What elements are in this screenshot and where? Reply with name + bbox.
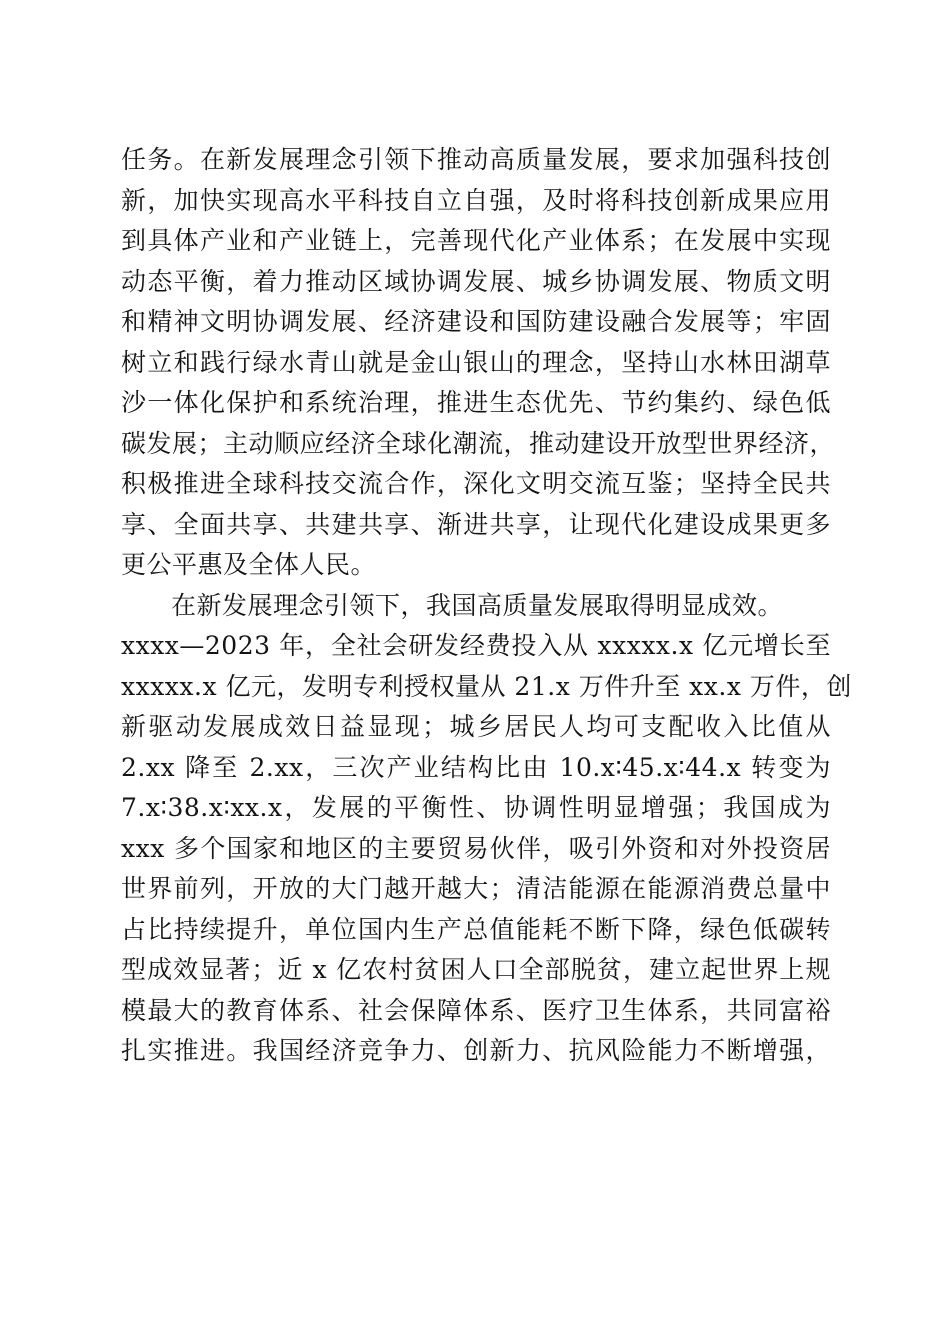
paragraph-1 <box>121 140 836 586</box>
text-line: 任务。在新发展理念引领下推动高质量发展，要求加强科技创 <box>121 145 831 174</box>
text-line: 沙一体化保护和系统治理，推进生态优先、节约集约、绿色低 <box>121 388 831 417</box>
text-line: 扎实推进。我国经济竞争力、创新力、抗风险能力不断增强， <box>121 1036 831 1065</box>
text-line: 和精神文明协调发展、经济建设和国防建设融合发展等；牢固 <box>121 307 831 336</box>
document-body <box>121 140 852 1072</box>
text-line: 世界前列，开放的大门越开越大；清洁能源在能源消费总量中 <box>121 874 831 903</box>
text-line: 更公平惠及全体人民。 <box>121 550 377 579</box>
text-line: 积极推进全球科技交流合作，深化文明交流互鉴；坚持全民共 <box>121 469 831 498</box>
text-line: 到具体产业和产业链上，完善现代化产业体系；在发展中实现 <box>121 226 831 255</box>
text-line: 新，加快实现高水平科技自立自强，及时将科技创新成果应用 <box>121 185 831 215</box>
text-line: 7.x∶38.x∶xx.x，发展的平衡性、协调性明显增强；我国成为 <box>121 793 831 822</box>
text-line: 2.xx 降至 2.xx，三次产业结构比由 10.x∶45.x∶44.x 转变为 <box>121 752 831 782</box>
text-line: 动态平衡，着力推动区域协调发展、城乡协调发展、物质文明 <box>121 266 831 296</box>
text-line: 模最大的教育体系、社会保障体系、医疗卫生体系，共同富裕 <box>121 995 831 1025</box>
text-line: xxxxx.x 亿元，发明专利授权量从 21.x 万件升至 xx.x 万件，创 <box>121 671 852 701</box>
text-line: 型成效显著；近 x 亿农村贫困人口全部脱贫，建立起世界上规 <box>121 955 831 984</box>
text-line: 树立和践行绿水青山就是金山银山的理念，坚持山水林田湖草 <box>121 347 831 377</box>
paragraph-2 <box>121 586 852 1072</box>
text-line: 在新发展理念引领下，我国高质量发展取得明显成效。 <box>171 590 784 620</box>
text-line: 占比持续提升，单位国内生产总值能耗不断下降，绿色低碳转 <box>121 914 831 944</box>
text-line: 碳发展；主动顺应经济全球化潮流，推动建设开放型世界经济， <box>121 428 836 458</box>
text-line: 新驱动发展成效日益显现；城乡居民人均可支配收入比值从 <box>121 712 831 741</box>
text-line: 享、全面共享、共建共享、渐进共享，让现代化建设成果更多 <box>121 509 831 539</box>
text-line: xxxx—2023 年，全社会研发经费投入从 xxxxx.x 亿元增长至 <box>121 631 831 660</box>
text-line: xxx 多个国家和地区的主要贸易伙伴，吸引外资和对外投资居 <box>121 833 831 863</box>
